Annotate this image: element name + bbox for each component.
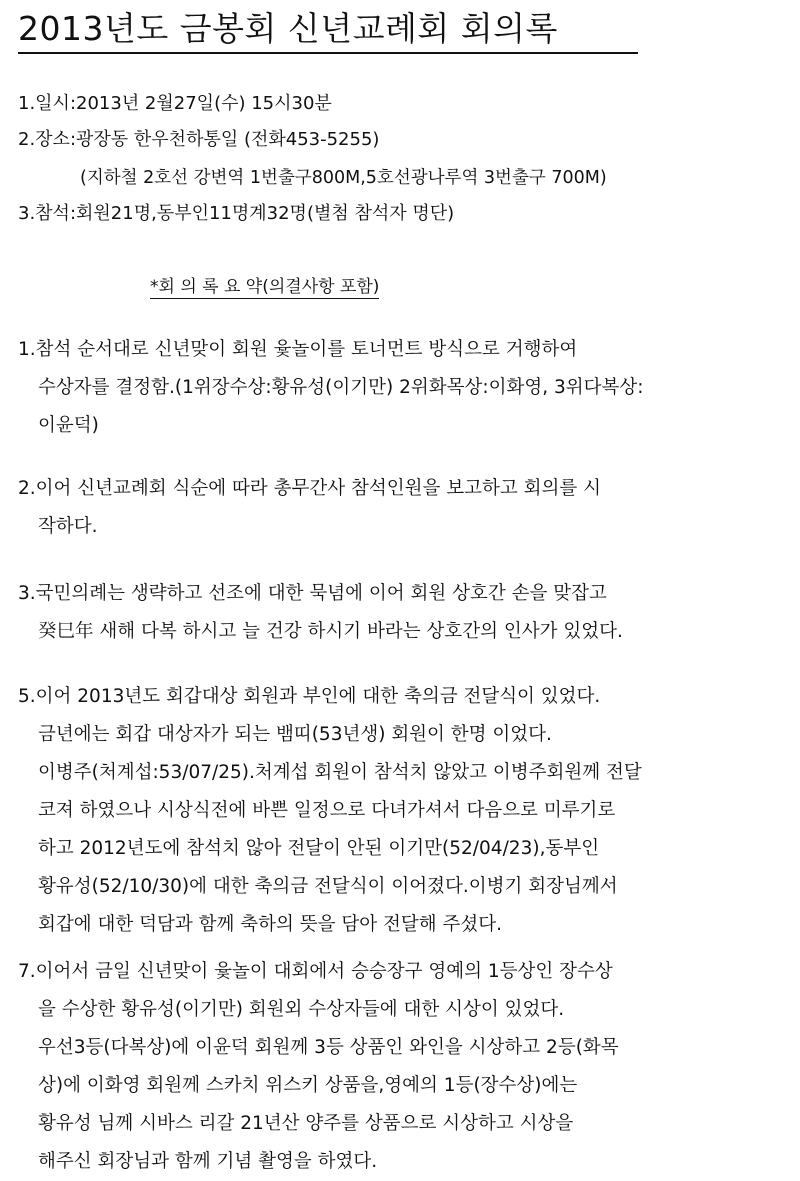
item-line: 코져 하였으나 시상식전에 바쁜 일정으로 다녀가셔서 다음으로 미루기로 [38, 800, 616, 821]
info-place: 2.장소:광장동 한우천하통일 (전화453-5255) [18, 129, 380, 150]
item-line: 회갑에 대한 덕담과 함께 축하의 뜻을 담아 전달해 주셨다. [38, 914, 502, 935]
item-line: 황유성(52/10/30)에 대한 축의금 전달식이 이어졌다.이병기 회장님께서 [38, 876, 618, 897]
summary-item-3 [18, 575, 788, 651]
item-line: 3.국민의례는 생략하고 선조에 대한 묵념에 이어 회원 상호간 손을 맞잡고 [18, 583, 607, 604]
info-date: 1.일시:2013년 2월27일(수) 15시30분 [18, 93, 332, 114]
info-attendance: 3.참석:회원21명,동부인11명계32명(별첨 참석자 명단) [18, 203, 455, 224]
item-line: 우선3등(다복상)에 이윤덕 회원께 3등 상품인 와인을 시상하고 2등(화목 [38, 1037, 619, 1058]
document-title: 2013년도 금봉회 신년교례회 회의록 [18, 10, 638, 54]
info-directions: (지하철 2호선 강변역 1번출구800M,5호선광나루역 3번출구 700M) [80, 168, 607, 188]
item-line: 이병주(처계섭:53/07/25).처계섭 회원이 참석치 않았고 이병주회원께 전달 [38, 762, 642, 783]
item-line: 이윤덕) [38, 415, 99, 436]
item-line: 황유성 님께 시바스 리갈 21년산 양주를 상품으로 시상하고 시상을 [38, 1113, 574, 1134]
item-line: 해주신 회장님과 함께 기념 촬영을 하였다. [38, 1151, 378, 1172]
item-line: 작하다. [38, 516, 98, 537]
item-line: 癸巳年 새해 다복 하시고 늘 건강 하시기 바라는 상호간의 인사가 있었다. [38, 621, 623, 642]
item-line: 하고 2012년도에 참석치 않아 전달이 안된 이기만(52/04/23),동부인 [38, 838, 600, 859]
item-line: 2.이어 신년교례회 식순에 따라 총무간사 참석인원을 보고하고 회의를 시 [18, 478, 601, 499]
item-line: 수상자를 결정함.(1위장수상:황유성(이기만) 2위화목상:이화영, 3위다복상: [38, 377, 644, 398]
summary-item-2 [18, 470, 788, 546]
item-line: 5.이어 2013년도 회갑대상 회원과 부인에 대한 축의금 전달식이 있었다. [18, 686, 601, 707]
item-line: 1.참석 순서대로 신년맞이 회원 윷놀이를 토너먼트 방식으로 거행하여 [18, 339, 578, 360]
item-line: 7.이어서 금일 신년맞이 윷놀이 대회에서 승승장구 영예의 1등상인 장수상 [18, 961, 613, 982]
item-line: 을 수상한 황유성(이기만) 회원외 수상자들에 대한 시상이 있었다. [38, 999, 565, 1020]
summary-heading: *회 의 록 요 약(의결사항 포함) [150, 277, 380, 297]
item-line: 상)에 이화영 회원께 스카치 위스키 상품을,영예의 1등(장수상)에는 [38, 1075, 578, 1096]
summary-item-5 [18, 678, 788, 944]
summary-item-7 [18, 953, 788, 1181]
item-line: 금년에는 회갑 대상자가 되는 뱀띠(53년생) 회원이 한명 이었다. [38, 724, 552, 745]
summary-item-1 [18, 331, 788, 445]
